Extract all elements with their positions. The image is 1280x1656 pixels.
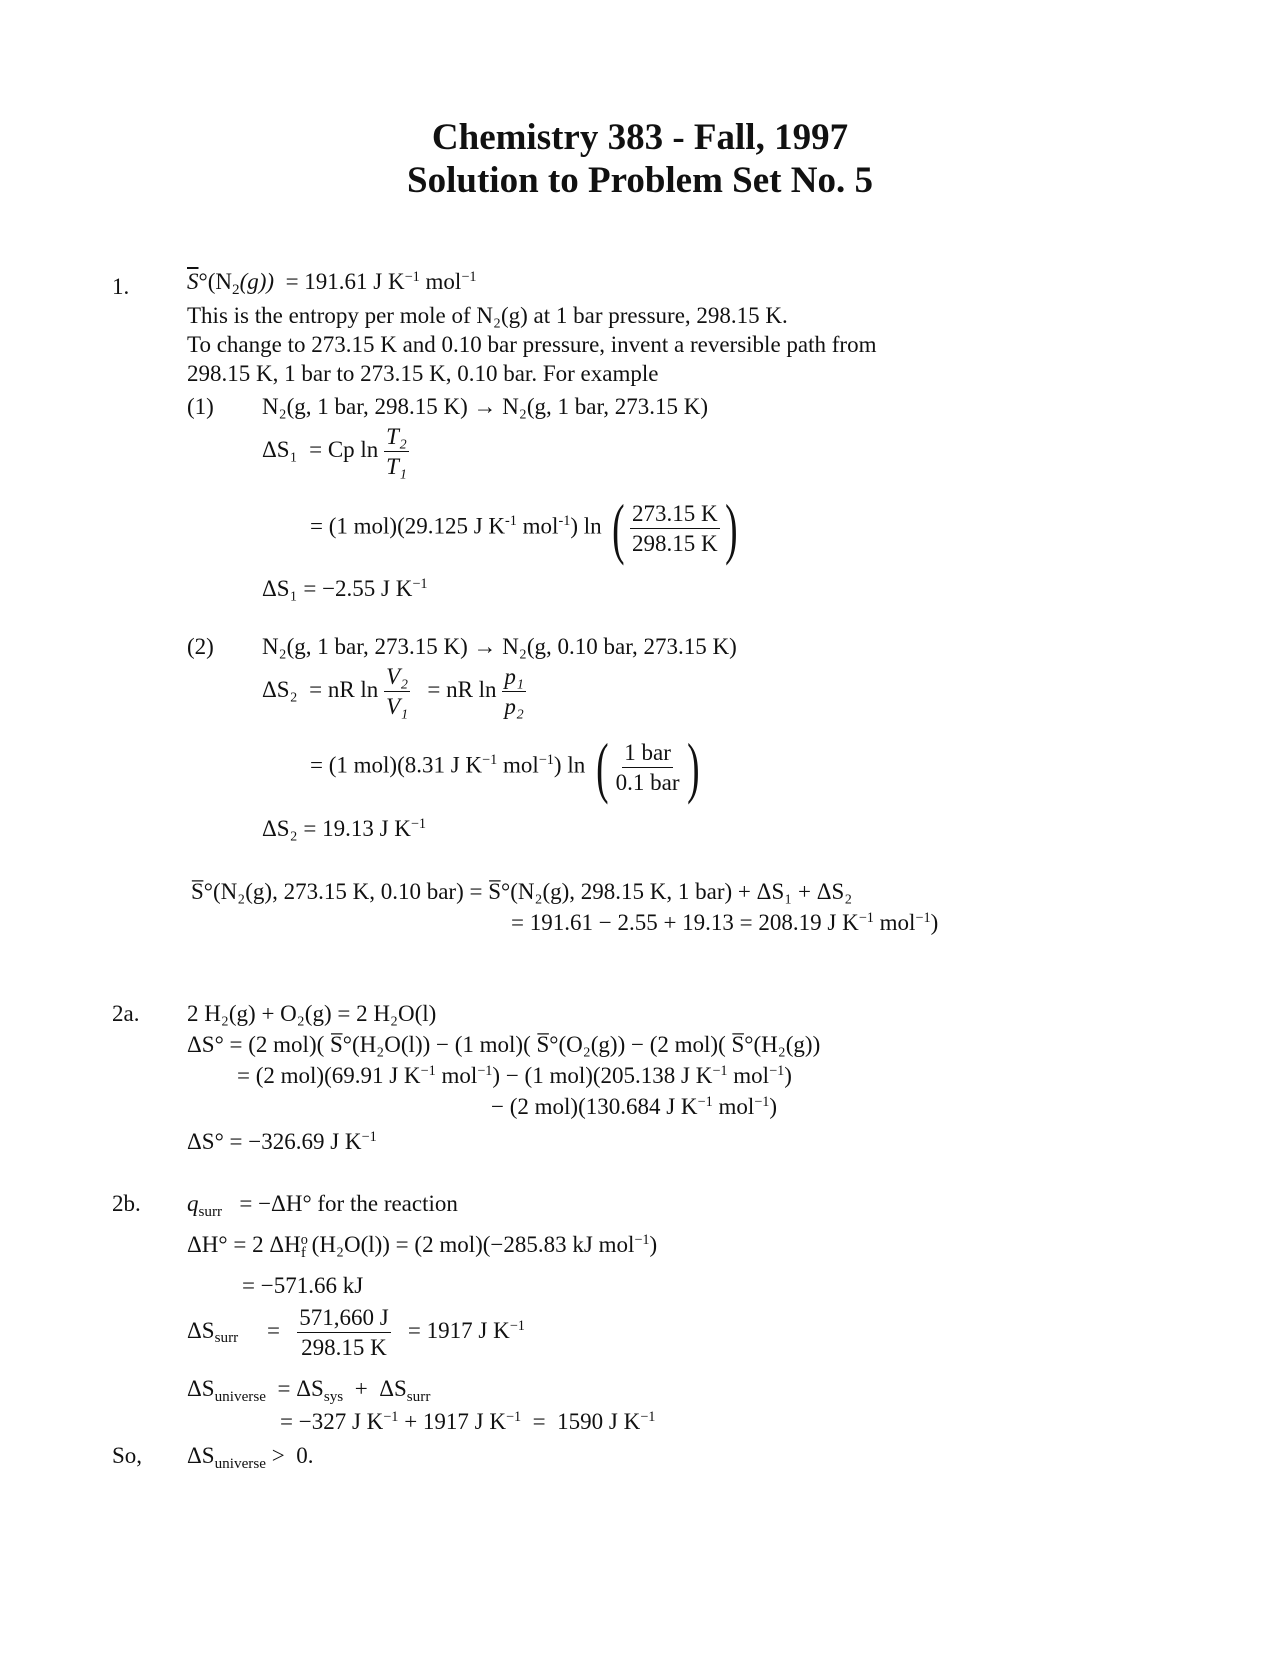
rhs: = 191.61 − 2.55 + 19.13 = 208.19 J K [511,910,859,935]
paren-fraction: ( $\frac{273.15 K}{298.15 K}$ ) [612,490,738,566]
subscript: surr [198,1202,223,1220]
exponent: -1 [558,513,571,530]
delta-h-line [187,1232,658,1261]
step-2-result [262,817,426,840]
numerator: p₁ [502,665,526,692]
problem-2a-result [187,1130,377,1153]
exponent: −1 [412,576,428,593]
exponent: −1 [361,1129,377,1146]
part: + 1917 J K [398,1409,506,1434]
delta-s2: ΔS₂ [262,676,298,702]
exponent: −1 [754,1094,770,1111]
phase: (g)) [239,269,275,294]
exponent: −1 [420,1063,436,1080]
step-1-formula [262,425,409,478]
problem-2a-reaction: 2 H₂(g) + O₂(g) = 2 H₂O(l) [187,1001,437,1026]
calc-pre: = (1 mol)(29.125 J K [310,513,506,539]
numerator: 1 bar [622,741,673,768]
q-rhs: = −ΔH° for the reaction [239,1191,458,1216]
problem-2b-label: 2b. [112,1191,141,1216]
delta-s1: ΔS₁ [262,436,298,462]
problem-1-text-1: This is the entropy per mole of N₂(g) at 1 bar pressure, 298.15 K. [187,303,788,328]
exponent: −1 [505,1409,522,1426]
calc-post: ) ln [570,513,602,539]
nr-ln: = nR ln [309,676,379,702]
part: mol [727,1063,770,1088]
so-label: So, [112,1443,143,1468]
delta-h-value: = −571.66 kJ [242,1273,364,1298]
delta-s-universe-line [187,1376,431,1405]
subscript: 2 [231,280,240,298]
step-1-reaction: N₂(g, 1 bar, 298.15 K) → N₂(g, 1 bar, 273.15 K) [262,394,709,419]
part: mol [712,1094,755,1119]
step-2-calculation [310,729,704,805]
part: = 1590 J K [521,1409,641,1434]
delta-s: ΔS [187,1376,215,1401]
subscript: universe [214,1454,266,1472]
exponent: −1 [461,269,477,286]
problem-1-final-lhs: S̅°(N₂(g), 273.15 K, 0.10 bar) = S̅°(N₂(g), 298.15 K, 1 bar) + ΔS₁ + ΔS₂ [191,879,853,904]
step-2-reaction: N₂(g, 1 bar, 273.15 K) → N₂(g, 0.10 bar, 273.15 K) [262,634,737,659]
exponent: −1 [477,1063,493,1080]
q-symbol: q [187,1191,199,1216]
subscript: surr [406,1387,431,1405]
calc-mid: mol [516,513,559,539]
superscript: o [300,1232,308,1249]
exponent: −1 [538,752,554,769]
title-line-1: Chemistry 383 - Fall, 1997 [431,117,849,158]
unit: mol [419,269,462,294]
numerator: T₂ [384,425,409,452]
exponent: −1 [634,1232,650,1249]
calc-pre: = (1 mol)(8.31 J K [310,752,483,778]
conclusion [187,1443,314,1472]
part: + ΔS [343,1376,407,1401]
exponent: −1 [858,910,874,927]
heat-over-temperature [297,1306,390,1359]
subscript: surr [214,1329,239,1347]
subscript: f [300,1243,306,1261]
exponent: -1 [505,513,517,530]
value: = 191.61 J K [285,269,405,294]
subscript: universe [214,1387,266,1405]
exponent: −1 [383,1409,399,1426]
step-2-formula [262,665,526,718]
problem-2a-line-3 [491,1095,777,1118]
delta-s: ΔS [187,1443,215,1468]
numerator: 571,660 J [297,1306,390,1333]
exponent: −1 [915,910,931,927]
pressure-ratio [502,665,526,718]
delta-s-surr-line [187,1306,525,1359]
numerator: V₂ [384,665,410,692]
problem-1-entropy-value [187,269,477,298]
step-1-label: (1) [187,394,214,419]
cp-ln: = Cp ln [309,436,379,462]
volume-ratio [384,665,410,718]
inequality: > 0. [266,1443,314,1468]
problem-2a-line-2 [237,1064,792,1087]
exponent: −1 [640,1409,656,1426]
calc-mid: mol [497,752,539,778]
part: = ΔS [277,1376,324,1401]
calc-post: ) ln [553,752,586,778]
denominator: p₂ [504,694,524,719]
s-bar-symbol: $\overline{S}$ [187,269,199,294]
step-1-result [262,577,428,600]
exponent: −1 [509,1317,525,1334]
problem-1-final-rhs [511,911,938,934]
title-line-2: Solution to Problem Set No. 5 [407,160,873,201]
exponent: −1 [712,1063,728,1080]
step-1-calculation [310,490,742,566]
problem-2a-label: 2a. [112,1001,140,1026]
q-surr-line [187,1191,458,1220]
degree: ° [198,269,208,294]
result: = 1917 J K [407,1317,510,1343]
paren-fraction: ( $\frac{\text{1 bar}}{\text{0.1 bar}}$ ) [596,729,700,805]
part: = (2 mol)(69.91 J K [237,1063,421,1088]
exponent: −1 [482,752,498,769]
part: mol [435,1063,478,1088]
part: ) − (1 mol)(205.138 J K [492,1063,713,1088]
numerator: 273.15 K [630,502,720,529]
result: ΔS₂ = 19.13 J K [262,816,411,841]
problem-1-label: 1. [112,274,130,299]
delta-s: ΔS [187,1317,215,1343]
denominator: 0.1 bar [615,769,680,795]
denominator: 298.15 K [632,530,718,556]
exponent: −1 [769,1063,785,1080]
exponent: −1 [404,269,420,286]
exponent: −1 [410,816,427,833]
paren: ) [649,1232,658,1257]
exponent: −1 [697,1094,713,1111]
problem-1-text-3: 298.15 K, 1 bar to 273.15 K, 0.10 bar. For example [187,361,659,386]
species: (N [207,269,232,294]
unit: mol [873,910,916,935]
part: (H₂O(l)) = (2 mol)(−285.83 kJ mol [305,1232,635,1257]
delta-s-universe-value [280,1410,655,1433]
equals: = [266,1317,280,1343]
paren: ) [784,1063,792,1088]
denominator: T₁ [386,454,407,479]
result: ΔS° = −326.69 J K [187,1129,362,1154]
result: ΔS₁ = −2.55 J K [262,576,413,601]
paren: ) [769,1094,778,1119]
part: = −327 J K [280,1409,384,1434]
denominator: 298.15 K [301,1335,387,1360]
step-2-label: (2) [187,634,214,659]
denominator: V₁ [386,694,409,719]
nr-ln: = nR ln [427,676,497,702]
temperature-ratio [384,425,409,478]
part: − (2 mol)(130.684 J K [491,1094,698,1119]
paren: ) [930,910,939,935]
subscript: sys [323,1387,344,1405]
part: ΔH° = 2 ΔH [187,1232,301,1257]
problem-1-text-2: To change to 273.15 K and 0.10 bar pressure, invent a reversible path from [187,332,877,357]
problem-2a-line-1: ΔS° = (2 mol)( S̅°(H₂O(l)) − (1 mol)( S̅°(O₂(g)) − (2 mol)( S̅°(H₂(g)) [187,1032,821,1057]
